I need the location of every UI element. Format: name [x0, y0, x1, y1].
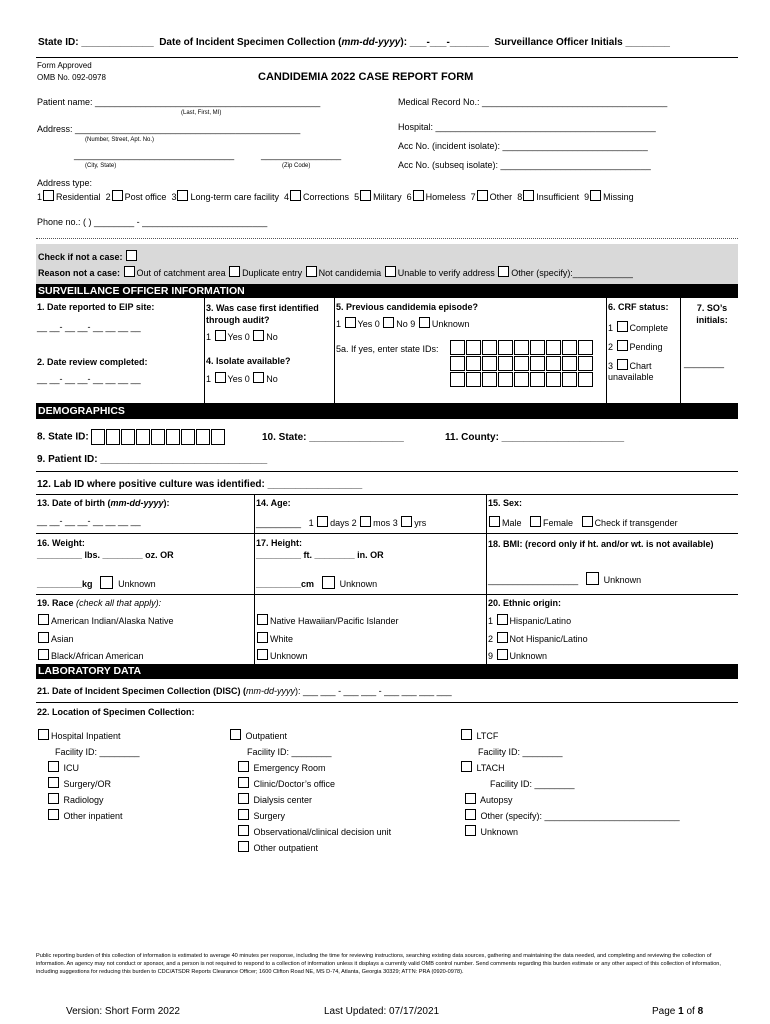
reason-duplicate: Duplicate entry: [242, 268, 303, 278]
divider: [334, 298, 335, 403]
checkbox[interactable]: [238, 841, 249, 852]
divider: [204, 298, 205, 403]
checkbox[interactable]: [306, 266, 317, 277]
checkbox[interactable]: [229, 266, 240, 277]
address-type-options: [37, 190, 634, 202]
patient-name-field[interactable]: Patient name: _____________________________________________: [37, 97, 321, 107]
opt-num: 0: [374, 319, 380, 329]
state-id-box[interactable]: [450, 356, 465, 371]
q13-text: 13. Date of birth (: [37, 498, 111, 508]
state-id-box[interactable]: [466, 356, 481, 371]
opt-military: Military: [373, 192, 402, 202]
loc-surgery-or: Surgery/OR: [63, 779, 112, 789]
ltc-col: [460, 728, 680, 840]
state-id-box[interactable]: [211, 429, 225, 445]
state-id-box[interactable]: [514, 356, 529, 371]
q22-label: 22. Location of Specimen Collection:: [37, 707, 195, 717]
race-white: White: [270, 633, 294, 644]
divider: [486, 494, 487, 664]
opt-num: 2: [488, 633, 494, 644]
q5-label: 5. Previous candidemia episode?: [336, 302, 479, 312]
page-number: [652, 1006, 703, 1017]
ethnic-options: [488, 613, 588, 666]
state-id-box[interactable]: [151, 429, 165, 445]
q21-format: mm-dd-yyyy: [246, 686, 296, 696]
divider: [36, 471, 738, 472]
city-field[interactable]: ________________________________: [74, 150, 235, 160]
checkbox[interactable]: [383, 317, 394, 328]
checkbox[interactable]: [257, 632, 268, 643]
state-id-box[interactable]: [530, 372, 545, 387]
q13-label: [37, 498, 170, 508]
q4-label: 4. Isolate available?: [206, 356, 291, 366]
checkbox[interactable]: [290, 190, 301, 201]
loc-surgery: Surgery: [253, 811, 286, 821]
state-id-box[interactable]: [136, 429, 150, 445]
acc-incident-field[interactable]: Acc No. (incident isolate): _____________________________: [398, 141, 648, 151]
ltcf-facility-field[interactable]: Facility ID: ________: [478, 747, 563, 757]
q16-kg-row: [37, 576, 156, 589]
opt-homeless: Homeless: [425, 192, 466, 202]
state-id-box[interactable]: [482, 356, 497, 371]
checkbox[interactable]: [413, 190, 424, 201]
phone-field[interactable]: Phone no.: ( ) ________ - _________________________: [37, 217, 268, 227]
reason-label: Reason not a case:: [38, 268, 121, 278]
checkbox[interactable]: [360, 190, 371, 201]
state-id-field[interactable]: State ID: _____________: [38, 37, 154, 48]
checkbox[interactable]: [48, 793, 59, 804]
q14-row: [256, 516, 426, 528]
checkbox[interactable]: [497, 649, 508, 660]
loc-icu: ICU: [63, 763, 80, 773]
q8-label: 8. State ID:: [37, 431, 89, 443]
loc-unknown: Unknown: [480, 827, 519, 837]
state-id-box[interactable]: [546, 356, 561, 371]
divider: [606, 298, 607, 403]
reason-other: Other (specify):____________: [511, 268, 633, 278]
q12-field[interactable]: 12. Lab ID where positive culture was identified: _________________: [37, 479, 363, 490]
q8-row: [37, 429, 226, 445]
loc-dialysis: Dialysis center: [253, 795, 313, 805]
checkbox[interactable]: [215, 372, 226, 383]
checkbox[interactable]: [497, 632, 508, 643]
q19-hint: (check all that apply):: [76, 598, 162, 608]
address-type-label: Address type:: [37, 178, 93, 188]
state-id-box[interactable]: [546, 340, 561, 355]
opt-chart-unavailable: Chart unavailable: [608, 361, 654, 382]
zip-hint: (Zip Code): [282, 163, 311, 169]
dotted-divider: [36, 238, 738, 239]
divider: [36, 57, 738, 58]
eth-unknown: Unknown: [509, 651, 548, 661]
divider: [36, 594, 738, 595]
checkbox[interactable]: [230, 729, 241, 740]
q10-field[interactable]: 10. State: _________________: [262, 432, 404, 443]
race-nhpi: Native Hawaiian/Pacific Islander: [270, 616, 399, 626]
checkbox[interactable]: [317, 516, 328, 527]
opt-days: days: [330, 518, 350, 528]
divider: [36, 533, 738, 534]
opt-ltcf: Long-term care facility: [190, 192, 280, 202]
q18-label: 18. BMI: (record only if ht. and/or wt. is not available): [488, 539, 714, 549]
opt-num: 8: [517, 192, 523, 202]
q1-label: 1. Date reported to EIP site:: [37, 302, 155, 312]
state-id-box[interactable]: [578, 372, 593, 387]
state-id-box[interactable]: [546, 372, 561, 387]
q6-options: [608, 321, 680, 383]
opt-yes: Yes: [227, 374, 243, 384]
q20-label: 20. Ethnic origin:: [488, 598, 562, 608]
q5a-state-id-boxes[interactable]: [450, 340, 593, 387]
state-id-box[interactable]: [498, 356, 513, 371]
checkbox[interactable]: [498, 266, 509, 277]
disc-field[interactable]: ): ___-___-_______: [400, 37, 489, 48]
opt-unknown: Unknown: [431, 319, 470, 329]
q6-label: 6. CRF status:: [608, 302, 669, 312]
opt-residential: Residential: [56, 192, 101, 202]
race-right: [256, 613, 399, 666]
checkbox[interactable]: [477, 190, 488, 201]
checkbox[interactable]: [617, 340, 628, 351]
checkbox[interactable]: [215, 330, 226, 341]
opt-num: 1: [37, 192, 43, 202]
loc-observational: Observational/clinical decision unit: [253, 827, 392, 837]
page-of: of: [683, 1006, 698, 1017]
loc-other-inpatient: Other inpatient: [63, 811, 123, 821]
q5a-label: 5a. If yes, enter state IDs:: [336, 344, 439, 354]
q16-kg-field[interactable]: _________kg: [37, 579, 93, 589]
checkbox[interactable]: [238, 825, 249, 836]
eth-hispanic: Hispanic/Latino: [509, 616, 572, 626]
page-total: 8: [697, 1006, 704, 1017]
opt-num: 5: [354, 192, 360, 202]
opt-corrections: Corrections: [303, 192, 350, 202]
q2-label: 2. Date review completed:: [37, 357, 148, 367]
checkbox[interactable]: [238, 809, 249, 820]
opt-num: 2: [608, 342, 614, 352]
page-pre: Page: [652, 1006, 679, 1017]
opt-insufficient: Insufficient: [536, 192, 580, 202]
not-case-reasons: [38, 266, 633, 278]
opt-num: 3: [392, 518, 398, 528]
opt-other: Other: [489, 192, 513, 202]
loc-other-outpatient: Other outpatient: [253, 843, 319, 853]
q14-label: 14. Age:: [256, 498, 291, 508]
loc-ltcf: LTCF: [476, 731, 499, 741]
q3-options: [206, 330, 278, 342]
checkbox[interactable]: [257, 649, 268, 660]
opt-num: 1: [206, 332, 212, 342]
checkbox[interactable]: [617, 359, 628, 370]
medical-record-field[interactable]: Medical Record No.: _____________________________________: [398, 97, 668, 107]
checkbox[interactable]: [124, 266, 135, 277]
opt-num: 1: [488, 616, 494, 626]
reason-not-candidemia: Not candidemia: [318, 268, 382, 278]
q5-options: [336, 317, 469, 329]
q17-cm-field[interactable]: _________cm: [256, 579, 315, 589]
opt-num: 9: [584, 192, 590, 202]
opt-num: 6: [406, 192, 412, 202]
opt-complete: Complete: [629, 323, 669, 333]
q17-field[interactable]: _________ ft. ________ in. OR: [256, 550, 384, 560]
opt-num: 9: [488, 651, 494, 661]
last-updated: Last Updated: 07/17/2021: [324, 1006, 440, 1017]
q19-label: [37, 598, 161, 608]
loc-clinic: Clinic/Doctor’s office: [253, 779, 336, 789]
checkbox[interactable]: [38, 632, 49, 643]
q7-field[interactable]: ________: [684, 358, 725, 368]
race-aian: American Indian/Alaska Native: [51, 616, 174, 626]
omb-number: OMB No. 092-0978: [37, 73, 106, 82]
opt-num: 3: [171, 192, 177, 202]
opt-num: 2: [351, 518, 357, 528]
checkbox[interactable]: [461, 729, 472, 740]
checkbox[interactable]: [523, 190, 534, 201]
q8-state-id-boxes[interactable]: [91, 432, 226, 443]
checkbox[interactable]: [48, 777, 59, 788]
checkbox[interactable]: [43, 190, 54, 201]
city-hint: (City, State): [85, 163, 117, 169]
reason-catchment: Out of catchment area: [136, 268, 226, 278]
state-id-box[interactable]: [514, 372, 529, 387]
state-id-box[interactable]: [466, 340, 481, 355]
ltach-facility-field[interactable]: Facility ID: ________: [490, 779, 575, 789]
officer-initials-field[interactable]: Surveillance Officer Initials ________: [494, 37, 670, 48]
checkbox[interactable]: [177, 190, 188, 201]
q2-field[interactable]: __ __- __ __- __ __ __ __: [37, 374, 141, 384]
state-id-box[interactable]: [482, 372, 497, 387]
q21-label: 21. Date of Incident Specimen Collection (DISC) (: [37, 686, 247, 696]
opt-num: 3: [608, 361, 614, 371]
q7-label: 7. SO’s initials:: [696, 303, 728, 325]
opt-num: 4: [284, 192, 290, 202]
checkbox[interactable]: [112, 190, 123, 201]
state-id-box[interactable]: [466, 372, 481, 387]
state-id-box[interactable]: [530, 340, 545, 355]
state-id-box[interactable]: [514, 340, 529, 355]
opt-yes: Yes: [227, 332, 243, 342]
q3-label: 3. Was case first identified through audit?: [206, 303, 319, 325]
checkbox[interactable]: [401, 516, 412, 527]
loc-other-specify[interactable]: Other (specify): ___________________________: [480, 811, 680, 821]
state-id-box[interactable]: [181, 429, 195, 445]
state-id-box[interactable]: [166, 429, 180, 445]
checkbox[interactable]: [48, 761, 59, 772]
checkbox[interactable]: [253, 372, 264, 383]
state-id-box[interactable]: [562, 372, 577, 387]
q13-format: mm-dd-yyyy: [110, 498, 164, 508]
state-id-box[interactable]: [562, 356, 577, 371]
page-current: 1: [678, 1006, 684, 1017]
checkbox[interactable]: [586, 572, 599, 585]
checkbox[interactable]: [590, 190, 601, 201]
inpatient-facility-field[interactable]: Facility ID: ________: [55, 747, 140, 757]
q17-unknown: Unknown: [339, 579, 378, 589]
state-id-box[interactable]: [91, 429, 105, 445]
opt-post-office: Post office: [124, 192, 167, 202]
top-header-line: [38, 37, 670, 48]
state-id-box[interactable]: [106, 429, 120, 445]
burden-statement: Public reporting burden of this collection of information is estimated to average 40 minutes per response, including the time for reviewing instructions, searching existing data sources, gathering and maintaining the data needed, and completing and reviewing the collection of information. An agency may not conduct or sponsor, and a person is not required to respond to a collection of information unless it displays a currently valid OMB control number. Send comments regarding this burden estimate or any other aspect of this collection of information, including suggestions for reducing this burden to CDC/ATSDR Reports Clearance Officer; 1600 Clifton Road NE, MS D-74, Atlanta, Georgia 30329; ATTN: PRA (0920-0978).: [36, 953, 721, 975]
state-id-box[interactable]: [578, 356, 593, 371]
checkbox[interactable]: [489, 516, 500, 527]
reason-unable-verify: Unable to verify address: [397, 268, 495, 278]
zip-field[interactable]: ________________: [261, 150, 342, 160]
opt-num: 1: [206, 374, 212, 384]
state-id-box[interactable]: [482, 340, 497, 355]
opt-num: 1: [308, 518, 314, 528]
opt-no: No: [396, 319, 408, 329]
address-field[interactable]: Address: _____________________________________________: [37, 124, 301, 134]
lab-header: LABORATORY DATA: [36, 664, 738, 679]
opt-num: 7: [470, 192, 476, 202]
outpatient-facility-field[interactable]: Facility ID: ________: [247, 747, 332, 757]
race-asian: Asian: [51, 633, 74, 644]
loc-ltach: LTACH: [476, 763, 505, 773]
divider: [254, 494, 255, 664]
q14-field[interactable]: _________: [256, 518, 302, 528]
q16-label: 16. Weight:: [37, 538, 85, 548]
inpatient-col: [37, 728, 140, 824]
q15-label: 15. Sex:: [488, 498, 523, 508]
eth-not-hispanic: Not Hispanic/Latino: [509, 633, 588, 644]
checkbox[interactable]: [345, 317, 356, 328]
state-id-box[interactable]: [498, 372, 513, 387]
opt-yrs: yrs: [414, 518, 427, 528]
divider: [36, 494, 738, 495]
outpatient-col: [229, 728, 391, 856]
opt-pending: Pending: [629, 342, 663, 352]
race-unknown: Unknown: [270, 651, 308, 661]
disc-label: Date of Incident Specimen Collection (: [159, 37, 342, 48]
not-case-panel: [36, 244, 738, 284]
opt-female: Female: [543, 518, 574, 528]
not-case-label: Check if not a case:: [38, 252, 123, 262]
not-case-checkbox[interactable]: [126, 250, 137, 261]
checkbox[interactable]: [465, 809, 476, 820]
form-title: CANDIDEMIA 2022 CASE REPORT FORM: [258, 71, 474, 83]
divider: [680, 298, 681, 403]
opt-num: 0: [244, 374, 250, 384]
loc-outpatient: Outpatient: [245, 731, 288, 741]
not-case-check: [38, 250, 139, 262]
loc-er: Emergency Room: [253, 763, 326, 773]
q18-field[interactable]: __________________: [488, 575, 579, 585]
loc-autopsy: Autopsy: [480, 795, 513, 805]
checkbox[interactable]: [257, 614, 268, 625]
patient-name-hint: (Last, First, MI): [181, 110, 222, 116]
state-id-box[interactable]: [196, 429, 210, 445]
checkbox[interactable]: [360, 516, 371, 527]
opt-yes: Yes: [357, 319, 373, 329]
checkbox[interactable]: [497, 614, 508, 625]
opt-num: 1: [336, 319, 342, 329]
q16-unknown: Unknown: [118, 579, 156, 589]
checkbox[interactable]: [38, 729, 49, 740]
state-id-box[interactable]: [498, 340, 513, 355]
checkbox[interactable]: [419, 317, 430, 328]
opt-missing: Missing: [603, 192, 634, 202]
form-approved: Form Approved: [37, 61, 92, 70]
checkbox[interactable]: [530, 516, 541, 527]
q18-row: [488, 572, 641, 585]
address-hint: (Number, Street, Apt. No.): [85, 137, 155, 143]
checkbox[interactable]: [238, 777, 249, 788]
q18-unknown: Unknown: [603, 575, 642, 585]
loc-inpatient: Hospital Inpatient: [51, 731, 121, 741]
q19-text: 19. Race: [37, 598, 74, 608]
version-label: Version: Short Form 2022: [66, 1006, 180, 1017]
opt-transgender: Check if transgender: [594, 518, 678, 528]
opt-num: 9: [410, 319, 416, 329]
checkbox[interactable]: [238, 793, 249, 804]
race-left: [37, 613, 174, 666]
checkbox[interactable]: [238, 761, 249, 772]
q13-field[interactable]: __ __- __ __- __ __ __ __: [37, 516, 141, 526]
checkbox[interactable]: [465, 825, 476, 836]
checkbox[interactable]: [48, 809, 59, 820]
state-id-box[interactable]: [121, 429, 135, 445]
checkbox[interactable]: [253, 330, 264, 341]
q21-field[interactable]: ): ___ ___ - ___ ___ - ___ ___ ___ ___: [295, 686, 452, 696]
q13-end: ):: [163, 498, 170, 508]
state-id-box[interactable]: [530, 356, 545, 371]
q15-options: [488, 516, 678, 528]
checkbox[interactable]: [461, 761, 472, 772]
demographics-header: DEMOGRAPHICS: [36, 404, 738, 419]
opt-num: 2: [105, 192, 111, 202]
opt-male: Male: [502, 518, 522, 528]
q21-row: [37, 686, 452, 696]
checkbox[interactable]: [465, 793, 476, 804]
disc-format: mm-dd-yyyy: [341, 37, 401, 48]
checkbox[interactable]: [100, 576, 113, 589]
q11-field[interactable]: 11. County: ______________________: [445, 432, 625, 443]
state-id-box[interactable]: [562, 340, 577, 355]
q9-field[interactable]: 9. Patient ID: ______________________________: [37, 454, 268, 465]
state-id-box[interactable]: [450, 372, 465, 387]
opt-mos: mos: [373, 518, 391, 528]
loc-radiology: Radiology: [63, 795, 104, 805]
checkbox[interactable]: [582, 516, 593, 527]
race-black: Black/African American: [51, 651, 144, 661]
q1-field[interactable]: __ __- __ __- __ __ __ __: [37, 322, 141, 332]
surveillance-header: SURVEILLANCE OFFICER INFORMATION: [36, 284, 738, 298]
checkbox[interactable]: [38, 614, 49, 625]
divider: [36, 702, 738, 703]
opt-no: No: [266, 374, 278, 384]
q16-field[interactable]: _________ lbs. ________ oz. OR: [37, 550, 174, 560]
q4-options: [206, 372, 278, 384]
opt-num: 1: [608, 323, 614, 333]
acc-subseq-field[interactable]: Acc No. (subseq isolate): ______________________________: [398, 160, 651, 170]
state-id-box[interactable]: [578, 340, 593, 355]
q17-cm-row: [256, 576, 377, 589]
opt-no: No: [266, 332, 278, 342]
checkbox[interactable]: [38, 649, 49, 660]
checkbox[interactable]: [617, 321, 628, 332]
hospital-field[interactable]: Hospital: ____________________________________________: [398, 122, 656, 132]
opt-num: 0: [244, 332, 250, 342]
state-id-box[interactable]: [450, 340, 465, 355]
checkbox[interactable]: [322, 576, 335, 589]
checkbox[interactable]: [385, 266, 396, 277]
q17-label: 17. Height:: [256, 538, 303, 548]
